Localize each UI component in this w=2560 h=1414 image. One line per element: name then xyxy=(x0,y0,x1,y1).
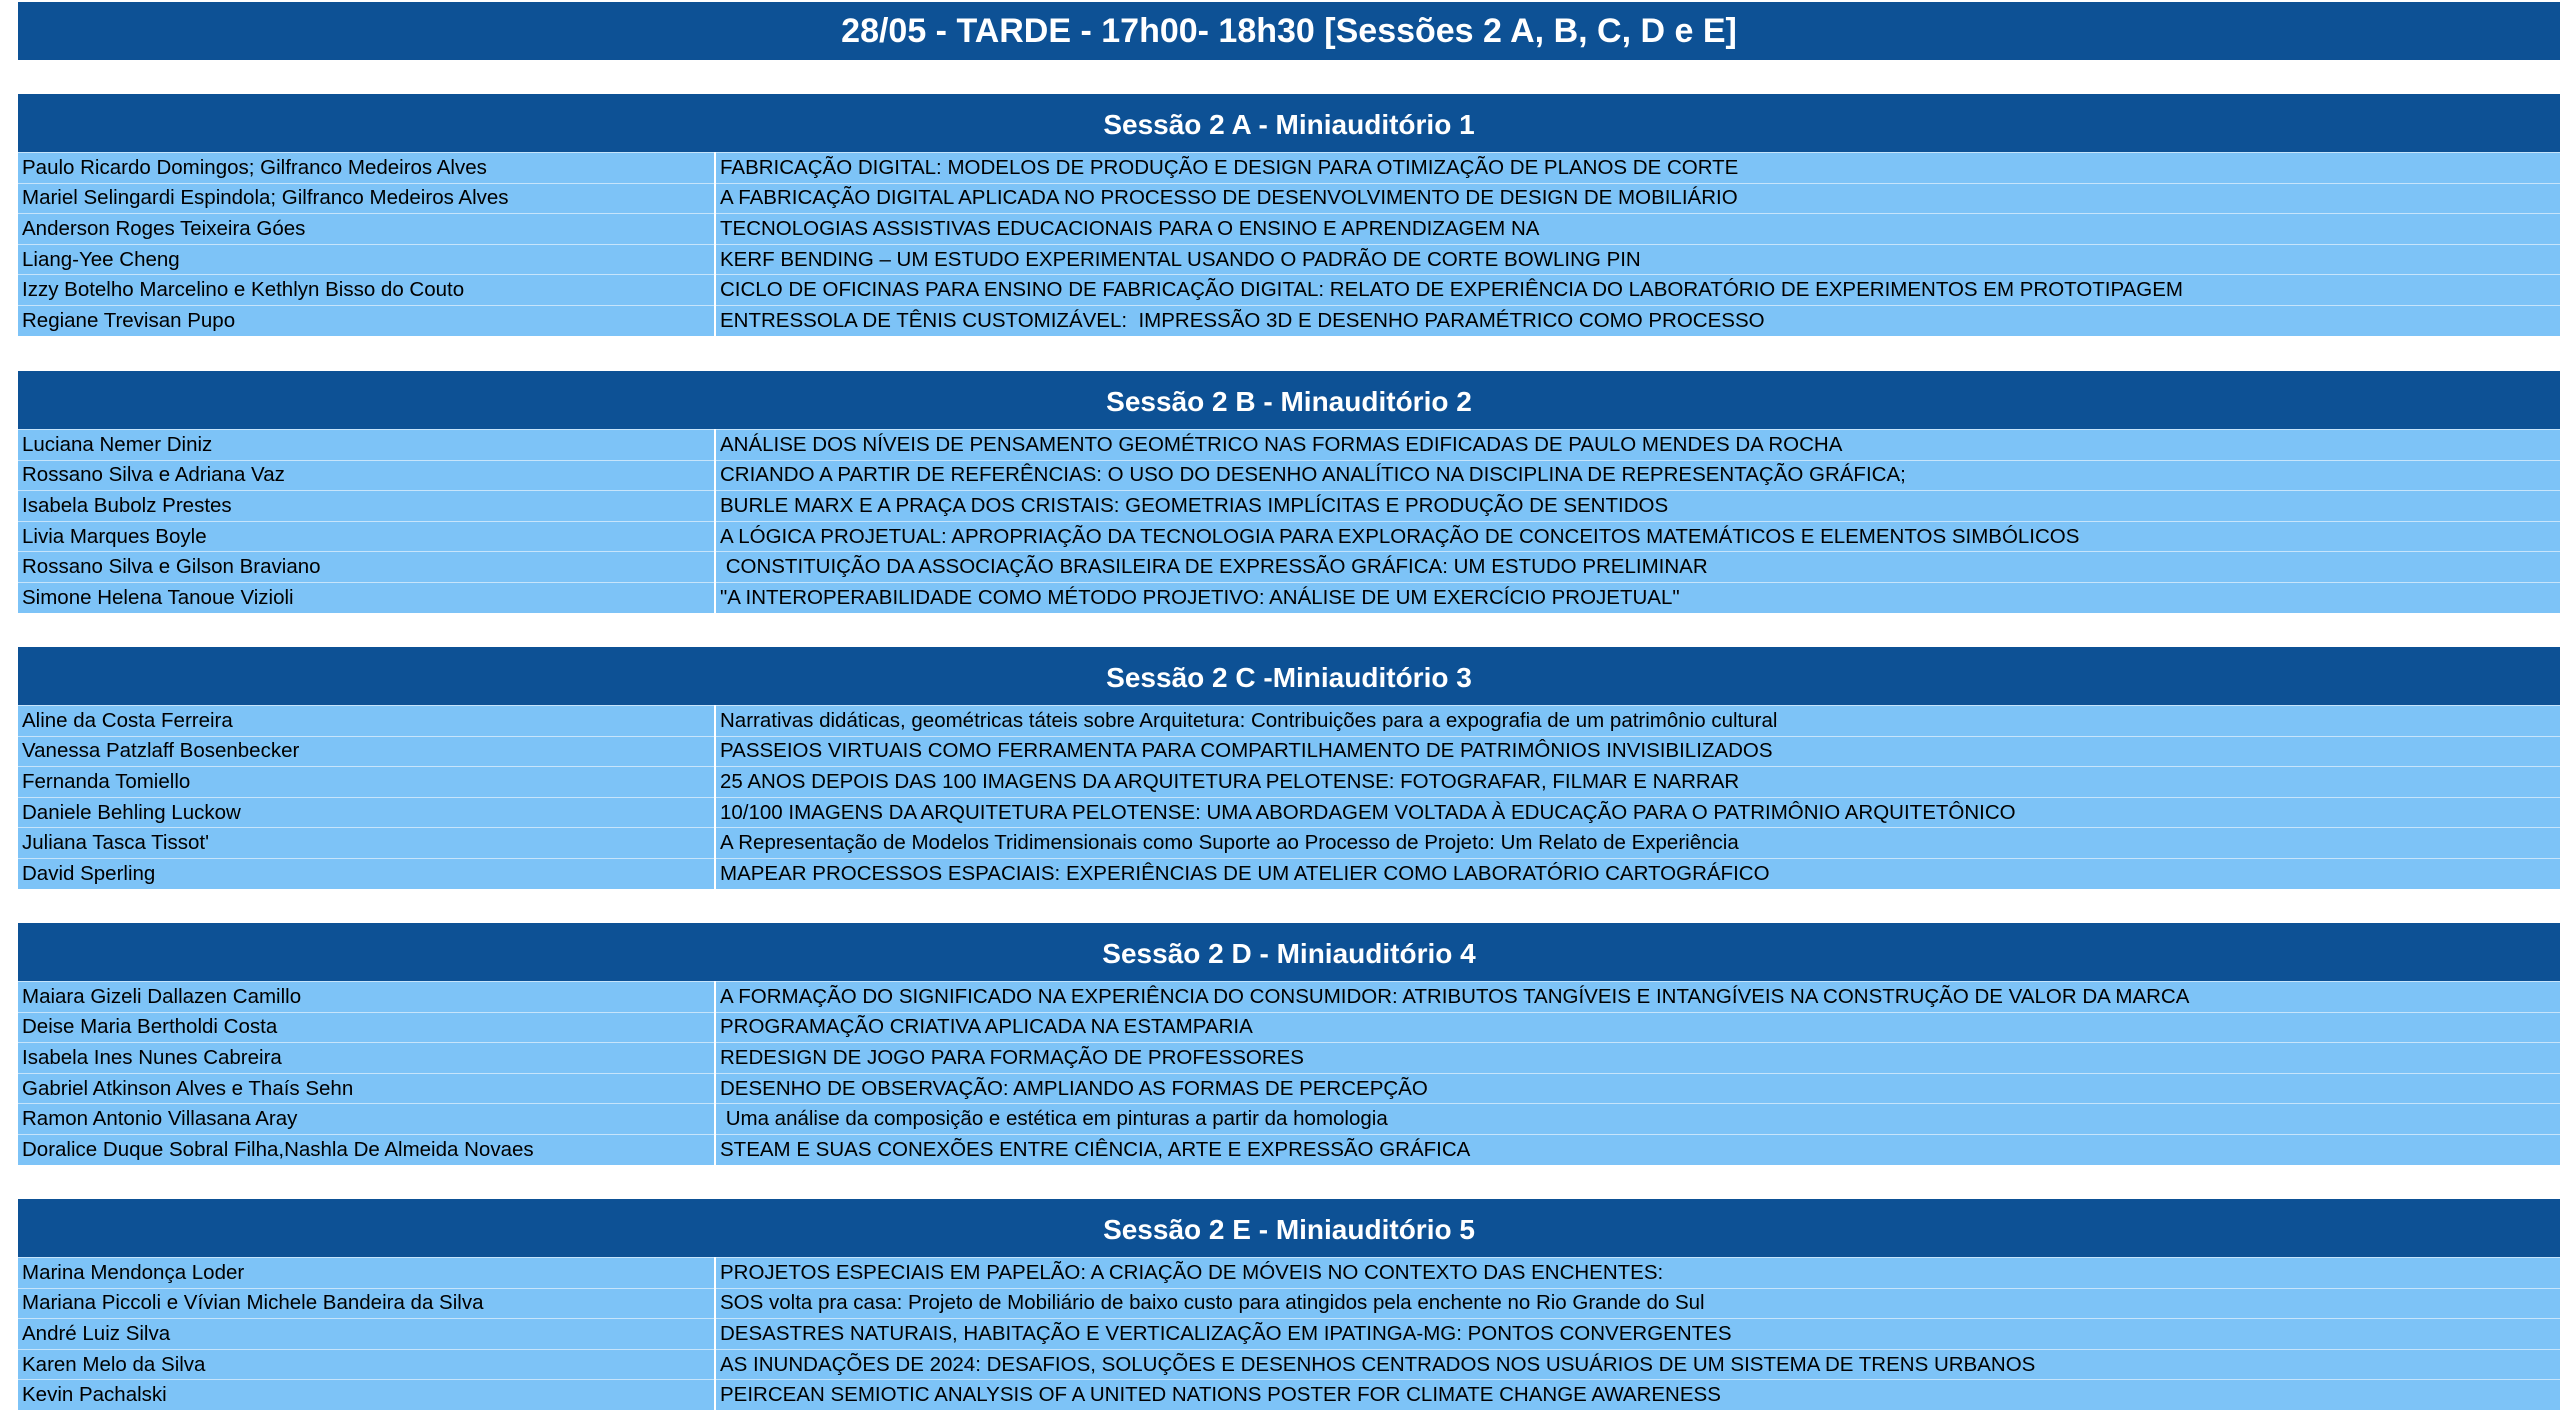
table-row xyxy=(18,1379,2560,1410)
author-cell: Liang-Yee Cheng xyxy=(18,244,714,275)
table-row xyxy=(18,827,2560,858)
paper-title-cell: CICLO DE OFICINAS PARA ENSINO DE FABRICAÇÃO DIGITAL: RELATO DE EXPERIÊNCIA DO LABORATÓRIO DE EXPERIMENTOS EM PROTOTIPAGEM xyxy=(716,274,2560,305)
page-title: 28/05 - TARDE - 17h00- 18h30 [Sessões 2 A, B, C, D e E] xyxy=(18,2,2560,60)
table-row xyxy=(18,1103,2560,1134)
author-cell: Isabela Ines Nunes Cabreira xyxy=(18,1042,714,1073)
author-cell: Mariel Selingardi Espindola; Gilfranco Medeiros Alves xyxy=(18,183,714,214)
author-cell: André Luiz Silva xyxy=(18,1318,714,1349)
author-cell: Karen Melo da Silva xyxy=(18,1349,714,1380)
paper-title-cell: REDESIGN DE JOGO PARA FORMAÇÃO DE PROFESSORES xyxy=(716,1042,2560,1073)
table-row xyxy=(18,460,2560,491)
author-cell: Fernanda Tomiello xyxy=(18,766,714,797)
paper-title-cell: ENTRESSOLA DE TÊNIS CUSTOMIZÁVEL: IMPRESSÃO 3D E DESENHO PARAMÉTRICO COMO PROCESSO xyxy=(716,305,2560,336)
table-row xyxy=(18,766,2560,797)
session-2b xyxy=(18,371,2560,613)
session-header: Sessão 2 C -Miniauditório 3 xyxy=(18,647,2560,705)
paper-title-cell: PROGRAMAÇÃO CRIATIVA APLICADA NA ESTAMPARIA xyxy=(716,1012,2560,1043)
paper-title-cell: A LÓGICA PROJETUAL: APROPRIAÇÃO DA TECNOLOGIA PARA EXPLORAÇÃO DE CONCEITOS MATEMÁTICOS E ELEMENTOS SIMBÓLICOS xyxy=(716,521,2560,552)
author-cell: Mariana Piccoli e Vívian Michele Bandeira da Silva xyxy=(18,1288,714,1319)
session-2e xyxy=(18,1199,2560,1410)
paper-title-cell: PEIRCEAN SEMIOTIC ANALYSIS OF A UNITED NATIONS POSTER FOR CLIMATE CHANGE AWARENESS xyxy=(716,1379,2560,1410)
table-row xyxy=(18,858,2560,889)
table-row xyxy=(18,981,2560,1012)
paper-title-cell: CRIANDO A PARTIR DE REFERÊNCIAS: O USO DO DESENHO ANALÍTICO NA DISCIPLINA DE REPRESENTAÇÃO GRÁFICA; xyxy=(716,460,2560,491)
author-cell: David Sperling xyxy=(18,858,714,889)
paper-title-cell: DESENHO DE OBSERVAÇÃO: AMPLIANDO AS FORMAS DE PERCEPÇÃO xyxy=(716,1073,2560,1104)
table-row xyxy=(18,490,2560,521)
session-header: Sessão 2 E - Miniauditório 5 xyxy=(18,1199,2560,1257)
table-row xyxy=(18,244,2560,275)
author-cell: Doralice Duque Sobral Filha,Nashla De Almeida Novaes xyxy=(18,1134,714,1165)
table-row xyxy=(18,429,2560,460)
paper-title-cell: STEAM E SUAS CONEXÕES ENTRE CIÊNCIA, ARTE E EXPRESSÃO GRÁFICA xyxy=(716,1134,2560,1165)
table-row xyxy=(18,1349,2560,1380)
table-row xyxy=(18,274,2560,305)
author-cell: Marina Mendonça Loder xyxy=(18,1257,714,1288)
author-cell: Maiara Gizeli Dallazen Camillo xyxy=(18,981,714,1012)
paper-title-cell: MAPEAR PROCESSOS ESPACIAIS: EXPERIÊNCIAS DE UM ATELIER COMO LABORATÓRIO CARTOGRÁFICO xyxy=(716,858,2560,889)
paper-title-cell: A Representação de Modelos Tridimensionais como Suporte ao Processo de Projeto: Um Relato de Experiência xyxy=(716,827,2560,858)
table-row xyxy=(18,1318,2560,1349)
session-header: Sessão 2 A - Miniauditório 1 xyxy=(18,94,2560,152)
table-row xyxy=(18,1134,2560,1165)
paper-title-cell: FABRICAÇÃO DIGITAL: MODELOS DE PRODUÇÃO E DESIGN PARA OTIMIZAÇÃO DE PLANOS DE CORTE xyxy=(716,152,2560,183)
paper-title-cell: SOS volta pra casa: Projeto de Mobiliário de baixo custo para atingidos pela enchente no Rio Grande do Sul xyxy=(716,1288,2560,1319)
paper-title-cell: ANÁLISE DOS NÍVEIS DE PENSAMENTO GEOMÉTRICO NAS FORMAS EDIFICADAS DE PAULO MENDES DA ROCHA xyxy=(716,429,2560,460)
paper-title-cell: "A INTEROPERABILIDADE COMO MÉTODO PROJETIVO: ANÁLISE DE UM EXERCÍCIO PROJETUAL" xyxy=(716,582,2560,613)
table-row xyxy=(18,183,2560,214)
table-row xyxy=(18,1042,2560,1073)
author-cell: Gabriel Atkinson Alves e Thaís Sehn xyxy=(18,1073,714,1104)
author-cell: Izzy Botelho Marcelino e Kethlyn Bisso do Couto xyxy=(18,274,714,305)
session-header: Sessão 2 D - Miniauditório 4 xyxy=(18,923,2560,981)
session-2d xyxy=(18,923,2560,1165)
table-row xyxy=(18,736,2560,767)
author-cell: Aline da Costa Ferreira xyxy=(18,705,714,736)
author-cell: Ramon Antonio Villasana Aray xyxy=(18,1103,714,1134)
paper-title-cell: CONSTITUIÇÃO DA ASSOCIAÇÃO BRASILEIRA DE EXPRESSÃO GRÁFICA: UM ESTUDO PRELIMINAR xyxy=(716,551,2560,582)
paper-title-cell: A FORMAÇÃO DO SIGNIFICADO NA EXPERIÊNCIA DO CONSUMIDOR: ATRIBUTOS TANGÍVEIS E INTANGÍVEIS NA CONSTRUÇÃO DE VALOR DA MARCA xyxy=(716,981,2560,1012)
table-row xyxy=(18,797,2560,828)
table-row xyxy=(18,152,2560,183)
paper-title-cell: 25 ANOS DEPOIS DAS 100 IMAGENS DA ARQUITETURA PELOTENSE: FOTOGRAFAR, FILMAR E NARRAR xyxy=(716,766,2560,797)
author-cell: Daniele Behling Luckow xyxy=(18,797,714,828)
author-cell: Anderson Roges Teixeira Góes xyxy=(18,213,714,244)
paper-title-cell: KERF BENDING – UM ESTUDO EXPERIMENTAL USANDO O PADRÃO DE CORTE BOWLING PIN xyxy=(716,244,2560,275)
author-cell: Deise Maria Bertholdi Costa xyxy=(18,1012,714,1043)
table-row xyxy=(18,1012,2560,1043)
table-row xyxy=(18,521,2560,552)
table-row xyxy=(18,705,2560,736)
session-2c xyxy=(18,647,2560,889)
table-row xyxy=(18,1257,2560,1288)
paper-title-cell: TECNOLOGIAS ASSISTIVAS EDUCACIONAIS PARA O ENSINO E APRENDIZAGEM NA xyxy=(716,213,2560,244)
table-row xyxy=(18,305,2560,336)
table-row xyxy=(18,582,2560,613)
author-cell: Regiane Trevisan Pupo xyxy=(18,305,714,336)
author-cell: Paulo Ricardo Domingos; Gilfranco Medeiros Alves xyxy=(18,152,714,183)
paper-title-cell: PASSEIOS VIRTUAIS COMO FERRAMENTA PARA COMPARTILHAMENTO DE PATRIMÔNIOS INVISIBILIZADOS xyxy=(716,736,2560,767)
table-row xyxy=(18,213,2560,244)
author-cell: Kevin Pachalski xyxy=(18,1379,714,1410)
paper-title-cell: Narrativas didáticas, geométricas táteis sobre Arquitetura: Contribuições para a expografia de um patrimônio cultural xyxy=(716,705,2560,736)
paper-title-cell: 10/100 IMAGENS DA ARQUITETURA PELOTENSE: UMA ABORDAGEM VOLTADA À EDUCAÇÃO PARA O PATRIMÔNIO ARQUITETÔNICO xyxy=(716,797,2560,828)
author-cell: Rossano Silva e Gilson Braviano xyxy=(18,551,714,582)
author-cell: Simone Helena Tanoue Vizioli xyxy=(18,582,714,613)
paper-title-cell: BURLE MARX E A PRAÇA DOS CRISTAIS: GEOMETRIAS IMPLÍCITAS E PRODUÇÃO DE SENTIDOS xyxy=(716,490,2560,521)
session-2a xyxy=(18,94,2560,336)
author-cell: Juliana Tasca Tissot' xyxy=(18,827,714,858)
author-cell: Isabela Bubolz Prestes xyxy=(18,490,714,521)
paper-title-cell: PROJETOS ESPECIAIS EM PAPELÃO: A CRIAÇÃO DE MÓVEIS NO CONTEXTO DAS ENCHENTES: xyxy=(716,1257,2560,1288)
paper-title-cell: Uma análise da composição e estética em pinturas a partir da homologia xyxy=(716,1103,2560,1134)
table-row xyxy=(18,551,2560,582)
author-cell: Luciana Nemer Diniz xyxy=(18,429,714,460)
paper-title-cell: A FABRICAÇÃO DIGITAL APLICADA NO PROCESSO DE DESENVOLVIMENTO DE DESIGN DE MOBILIÁRIO xyxy=(716,183,2560,214)
table-row xyxy=(18,1288,2560,1319)
author-cell: Rossano Silva e Adriana Vaz xyxy=(18,460,714,491)
author-cell: Livia Marques Boyle xyxy=(18,521,714,552)
paper-title-cell: AS INUNDAÇÕES DE 2024: DESAFIOS, SOLUÇÕES E DESENHOS CENTRADOS NOS USUÁRIOS DE UM SISTEMA DE TRENS URBANOS xyxy=(716,1349,2560,1380)
session-header: Sessão 2 B - Minauditório 2 xyxy=(18,371,2560,429)
table-row xyxy=(18,1073,2560,1104)
author-cell: Vanessa Patzlaff Bosenbecker xyxy=(18,736,714,767)
paper-title-cell: DESASTRES NATURAIS, HABITAÇÃO E VERTICALIZAÇÃO EM IPATINGA-MG: PONTOS CONVERGENTES xyxy=(716,1318,2560,1349)
